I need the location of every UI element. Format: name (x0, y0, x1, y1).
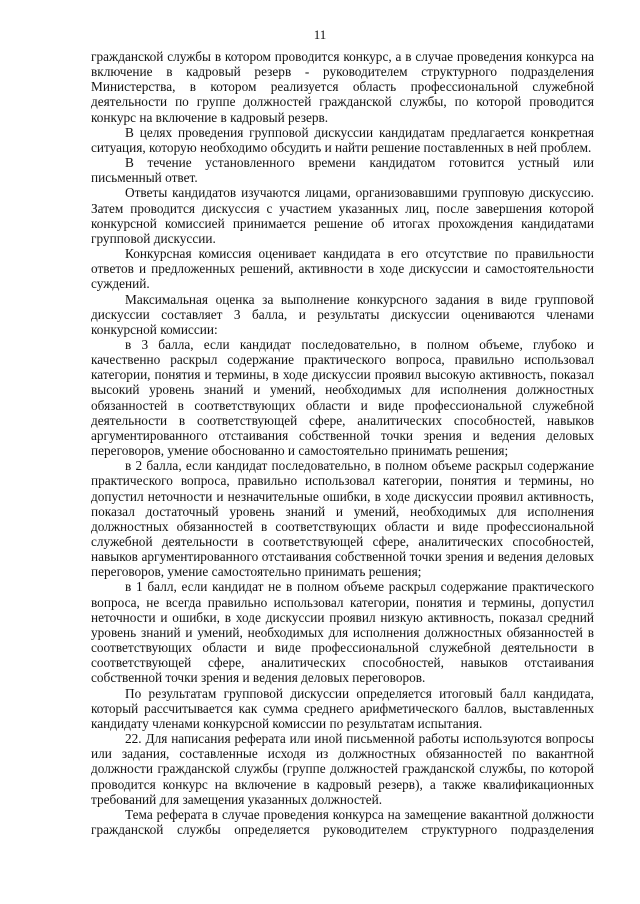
paragraph-group-discussion-purpose: В целях проведения групповой дискуссии кандидатам предлагается конкретная ситуация, которую необходимо обсудить и найти решение поставленных в ней проблем. (91, 124, 594, 155)
paragraph-max-score: Максимальная оценка за выполнение конкурсного задания в виде групповой дискуссии составляет 3 балла, и результаты дискуссии оцениваются членами конкурсной комиссии: (91, 291, 594, 337)
paragraph-commission-evaluation: Конкурсная комиссия оценивает кандидата в его отсутствие по правильности ответов и предложенных решений, активности в ходе дискуссии и самостоятельности суждений. (91, 246, 594, 292)
page-number: 11 (313, 27, 327, 42)
paragraph-answer-preparation: В течение установленного времени кандидатом готовится устный или письменный ответ. (91, 155, 594, 186)
paragraph-continuation: гражданской службы в котором проводится конкурс, а в случае проведения конкурса на включение в кадровый резерв - руководителем структурного подразделения Министерства, в котором реализуется область профессиональной служебной деятельности по группе должностей гражданской службы, по которой проводится конкурс на включение в кадровый резерв. (91, 49, 594, 125)
document-body (91, 49, 594, 837)
paragraph-score-3: в 3 балла, если кандидат последовательно, в полном объеме, глубоко и качественно раскрыл содержание практического вопроса, правильно использовал категории, понятия и термины, в ходе дискуссии проявил высокую активность, показал высокий уровень знаний и умений, необходимых для исполнения должностных обязанностей в соответствующих области и виде профессиональной служебной деятельности в соответствующей сфере, аналитических способностей, навыков аргументированного отстаивания собственной точки зрения и ведения деловых переговоров, умение обоснованно и самостоятельно принимать решения; (91, 336, 594, 459)
paragraph-answers-review: Ответы кандидатов изучаются лицами, организовавшими групповую дискуссию. Затем проводится дискуссия с участием указанных лиц, после завершения которой конкурсной комиссией принимается решение об итогах прохождения кандидатами групповой дискуссии. (91, 185, 594, 246)
paragraph-essay-topic: Тема реферата в случае проведения конкурса на замещение вакантной должности гражданской службы определяется руководителем структурного подразделения (91, 806, 594, 837)
paragraph-final-score: По результатам групповой дискуссии определяется итоговый балл кандидата, который рассчитывается как сумма среднего арифметического баллов, выставленных кандидату членами конкурсной комиссии по результатам испытания. (91, 685, 594, 731)
paragraph-section-22: 22. Для написания реферата или иной письменной работы используются вопросы или задания, составленные исходя из должностных обязанностей по вакантной должности гражданской службы (группе должностей гражданской службы, по которой проводится конкурс на включение в кадровый резерв), а также квалификационных требований для замещения указанных должностей. (91, 731, 594, 807)
paragraph-score-1: в 1 балл, если кандидат не в полном объеме раскрыл содержание практического вопроса, не всегда правильно использовал категории, понятия и термины, допустил неточности и ошибки, в ходе дискуссии проявил низкую активность, показал средний уровень знаний и умений, необходимых для исполнения должностных обязанностей в соответствующих области и виде профессиональной служебной деятельности в соответствующей сфере, аналитических способностей, навыков отстаивания собственной точки зрения и ведения деловых переговоров. (91, 579, 594, 686)
paragraph-score-2: в 2 балла, если кандидат последовательно, в полном объеме раскрыл содержание практического вопроса, правильно использовал категории, понятия и термины, но допустил неточности и незначительные ошибки, в ходе дискуссии проявил активность, показал достаточный уровень знаний и умений, необходимых для исполнения должностных обязанностей в соответствующих области и виде профессиональной служебной деятельности в соответствующей сфере, аналитических способностей, навыков аргументированного отстаивания собственной точки зрения и ведения деловых переговоров, умение самостоятельно принимать решения; (91, 458, 594, 580)
